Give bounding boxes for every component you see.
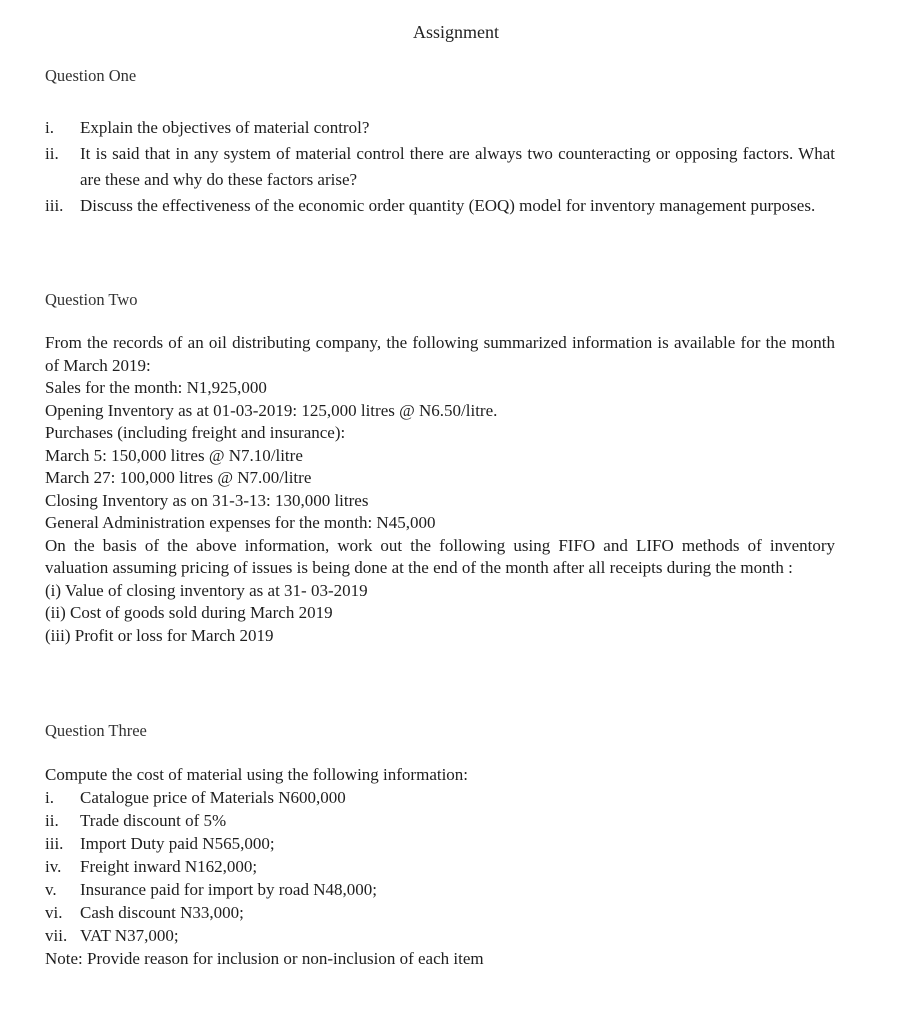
- question-one-list: [45, 115, 835, 219]
- list-item-number: i.: [45, 118, 54, 137]
- info-line: Purchases (including freight and insurance):: [45, 423, 346, 442]
- list-item-number: vii.: [45, 926, 68, 945]
- list-item-text: Freight inward N162,000;: [80, 857, 258, 876]
- question-one-heading: Question One: [45, 66, 137, 85]
- list-item-text: Insurance paid for import by road N48,000;: [80, 880, 377, 899]
- list-item-number: iii.: [45, 196, 64, 215]
- list-item-text: VAT N37,000;: [80, 926, 179, 945]
- list-item-number: vi.: [45, 903, 63, 922]
- list-item-number: i.: [45, 788, 54, 807]
- question-three-heading: Question Three: [45, 721, 147, 740]
- question-two-heading: Question Two: [45, 290, 138, 309]
- list-item: [45, 193, 835, 219]
- list-item: [45, 901, 835, 924]
- list-item: [45, 141, 835, 193]
- page-title: Assignment: [412, 22, 499, 42]
- question-two-intro: From the records of an oil distributing company, the following summarized information is available for the month of March 2019:: [45, 333, 835, 375]
- list-item: [45, 924, 835, 947]
- list-item-text: Explain the objectives of material control?: [80, 118, 370, 137]
- list-item-text: Cash discount N33,000;: [80, 903, 244, 922]
- info-line: Sales for the month: N1,925,000: [45, 378, 267, 397]
- info-line: Opening Inventory as at 01-03-2019: 125,000 litres @ N6.50/litre.: [45, 400, 498, 420]
- question-two-body: [45, 332, 835, 647]
- list-item-text: Discuss the effectiveness of the economic order quantity (EOQ) model for inventory management purposes.: [80, 196, 816, 215]
- list-item-number: ii.: [45, 811, 59, 830]
- list-item-number: v.: [45, 880, 57, 899]
- list-item-text: It is said that in any system of material control there are always two counteracting or opposing factors. What are these and why do these factors arise?: [80, 144, 835, 189]
- task-line: (i) Value of closing inventory as at 31- 03-2019: [45, 580, 368, 600]
- task-line: (ii) Cost of goods sold during March 2019: [45, 603, 333, 622]
- list-item-number: ii.: [45, 144, 59, 163]
- question-three-intro: Compute the cost of material using the following information:: [45, 765, 469, 784]
- list-item: [45, 878, 835, 901]
- list-item: [45, 855, 835, 878]
- info-line: March 5: 150,000 litres @ N7.10/litre: [45, 445, 303, 465]
- question-two-instruction: On the basis of the above information, work out the following using FIFO and LIFO methods of inventory valuation assuming pricing of issues is being done at the end of the month after all receipts during the month :: [45, 535, 835, 577]
- list-item: [45, 832, 835, 855]
- list-item: [45, 115, 835, 141]
- list-item: [45, 809, 835, 832]
- list-item-text: Import Duty paid N565,000;: [80, 834, 275, 853]
- info-line: General Administration expenses for the month: N45,000: [45, 513, 436, 532]
- info-line: March 27: 100,000 litres @ N7.00/litre: [45, 468, 312, 487]
- list-item: [45, 786, 835, 809]
- list-item-number: iv.: [45, 857, 62, 876]
- question-three-note: Note: Provide reason for inclusion or non-inclusion of each item: [45, 949, 484, 968]
- list-item-text: Catalogue price of Materials N600,000: [80, 788, 346, 807]
- list-item-number: iii.: [45, 834, 64, 853]
- list-item-text: Trade discount of 5%: [80, 811, 227, 830]
- task-line: (iii) Profit or loss for March 2019: [45, 625, 274, 645]
- info-line: Closing Inventory as on 31-3-13: 130,000 litres: [45, 490, 369, 510]
- question-three-body: [45, 763, 835, 970]
